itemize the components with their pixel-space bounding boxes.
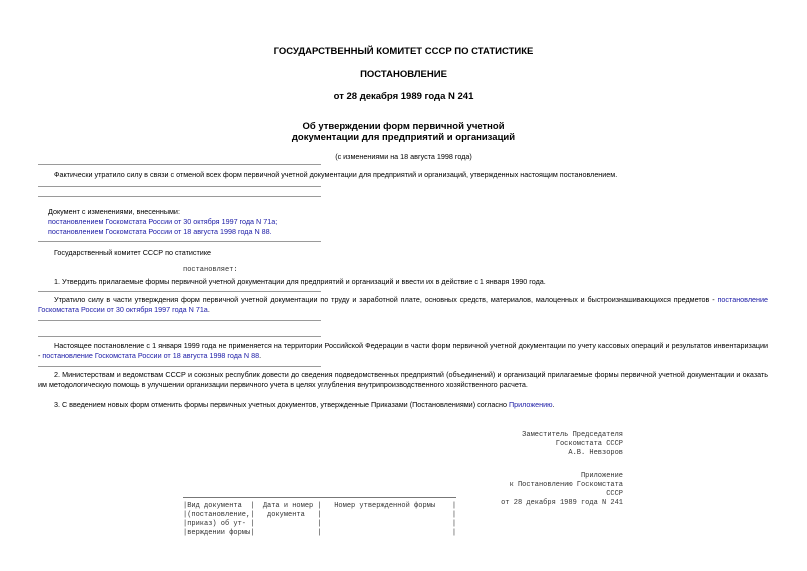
application-note-link[interactable]: постановление Госкомстата России от 18 августа 1998 года N 88 bbox=[42, 350, 260, 360]
application-note-text: Настоящее постановление с 1 января 1999 года не применяется на территории Российской Федерации в части форм первичной учетной документации по учету кассовых операций и результатов инвентаризации - bbox=[38, 341, 768, 360]
appendix-block bbox=[501, 472, 623, 508]
appendix-ref: к Постановлению Госкомстата bbox=[509, 481, 623, 489]
appendix-title: Приложение bbox=[580, 472, 623, 480]
item-1-amendment bbox=[38, 295, 768, 314]
divider bbox=[38, 291, 321, 292]
signature-org: Госкомстата СССР bbox=[555, 440, 623, 448]
document-date-number: от 28 декабря 1989 года N 241 bbox=[333, 91, 474, 102]
table-top-border bbox=[183, 497, 456, 498]
issuer: Государственный комитет СССР по статистике bbox=[54, 248, 212, 257]
item-1-amendment-end: . bbox=[207, 304, 210, 314]
appendix-table bbox=[183, 502, 456, 538]
table-row: |Вид документа | Дата и номер | Номер утвержденной формы | bbox=[183, 502, 457, 510]
application-note bbox=[38, 341, 768, 360]
expired-notice: Фактически утратило силу в связи с отменой всех форм первичной учетной документации для предприятий и организаций, утвержденных настоящим постановлением. bbox=[54, 170, 618, 179]
amendments-title: Документ с изменениями, внесенными: bbox=[48, 207, 180, 216]
item-1: 1. Утвердить прилагаемые формы первичной учетной документации для предприятий и организаций и ввести их в действие с 1 января 1990 года. bbox=[54, 277, 546, 286]
divider bbox=[38, 320, 321, 321]
divider bbox=[38, 164, 321, 165]
divider bbox=[38, 241, 321, 242]
item-3 bbox=[54, 400, 774, 410]
signature-title: Заместитель Председателя bbox=[522, 431, 623, 439]
committee-heading: ГОСУДАРСТВЕННЫЙ КОМИТЕТ СССР ПО СТАТИСТИКЕ bbox=[273, 46, 534, 57]
table-row: |приказ) об ут- | | | bbox=[183, 520, 457, 528]
signature-block bbox=[522, 431, 623, 458]
item-1-amendment-link[interactable]: постановление Госкомстата России от 30 октября 1997 года N 71а bbox=[38, 295, 768, 314]
appendix-org: СССР bbox=[606, 490, 623, 498]
appendix-date: от 28 декабря 1989 года N 241 bbox=[501, 499, 623, 507]
item-2: 2. Министерствам и ведомствам СССР и союзных республик довести до сведения подведомственных предприятий (объединений) и организаций прилагаемые формы первичной учетной документации и оказать им методологическую помощь в улучшении организации первичного учета в целях углубления внутрипроизводственного хозяйственного расчета. bbox=[38, 370, 768, 389]
subject-line-1: Об утверждении форм первичной учетной bbox=[302, 121, 505, 132]
divider bbox=[38, 336, 321, 337]
signature-name: А.В. Невзоров bbox=[568, 449, 623, 457]
table-row: |(постановление,| документа | | bbox=[183, 511, 457, 519]
changes-note: (с изменениями на 18 августа 1998 года) bbox=[335, 152, 472, 161]
amendment-link-1[interactable]: постановлением Госкомстата России от 30 октября 1997 года N 71а; bbox=[48, 217, 278, 226]
amendment-link-2[interactable]: постановлением Госкомстата России от 18 августа 1998 года N 88. bbox=[48, 227, 272, 236]
application-note-end: . bbox=[259, 350, 262, 360]
divider bbox=[38, 186, 321, 187]
table-row: |верждении формы| | | bbox=[183, 529, 457, 537]
divider bbox=[38, 366, 321, 367]
document-type: ПОСТАНОВЛЕНИЕ bbox=[360, 69, 447, 80]
appendix-link[interactable]: Приложению bbox=[508, 400, 553, 409]
item-3-end: . bbox=[552, 400, 555, 409]
subject-line-2: документации для предприятий и организаций bbox=[291, 132, 516, 143]
item-1-amendment-text: Утратило силу в части утверждения форм первичной учетной документации по труду и заработной плате, основных средств, материалов, малоценных и быстроизнашивающихся предметов - bbox=[54, 295, 718, 304]
divider bbox=[38, 196, 321, 197]
resolves-word: постановляет: bbox=[183, 266, 238, 274]
item-3-text: 3. С введением новых форм отменить формы первичных учетных документов, утвержденные Приказами (Постановлениями) согласно bbox=[54, 400, 509, 409]
